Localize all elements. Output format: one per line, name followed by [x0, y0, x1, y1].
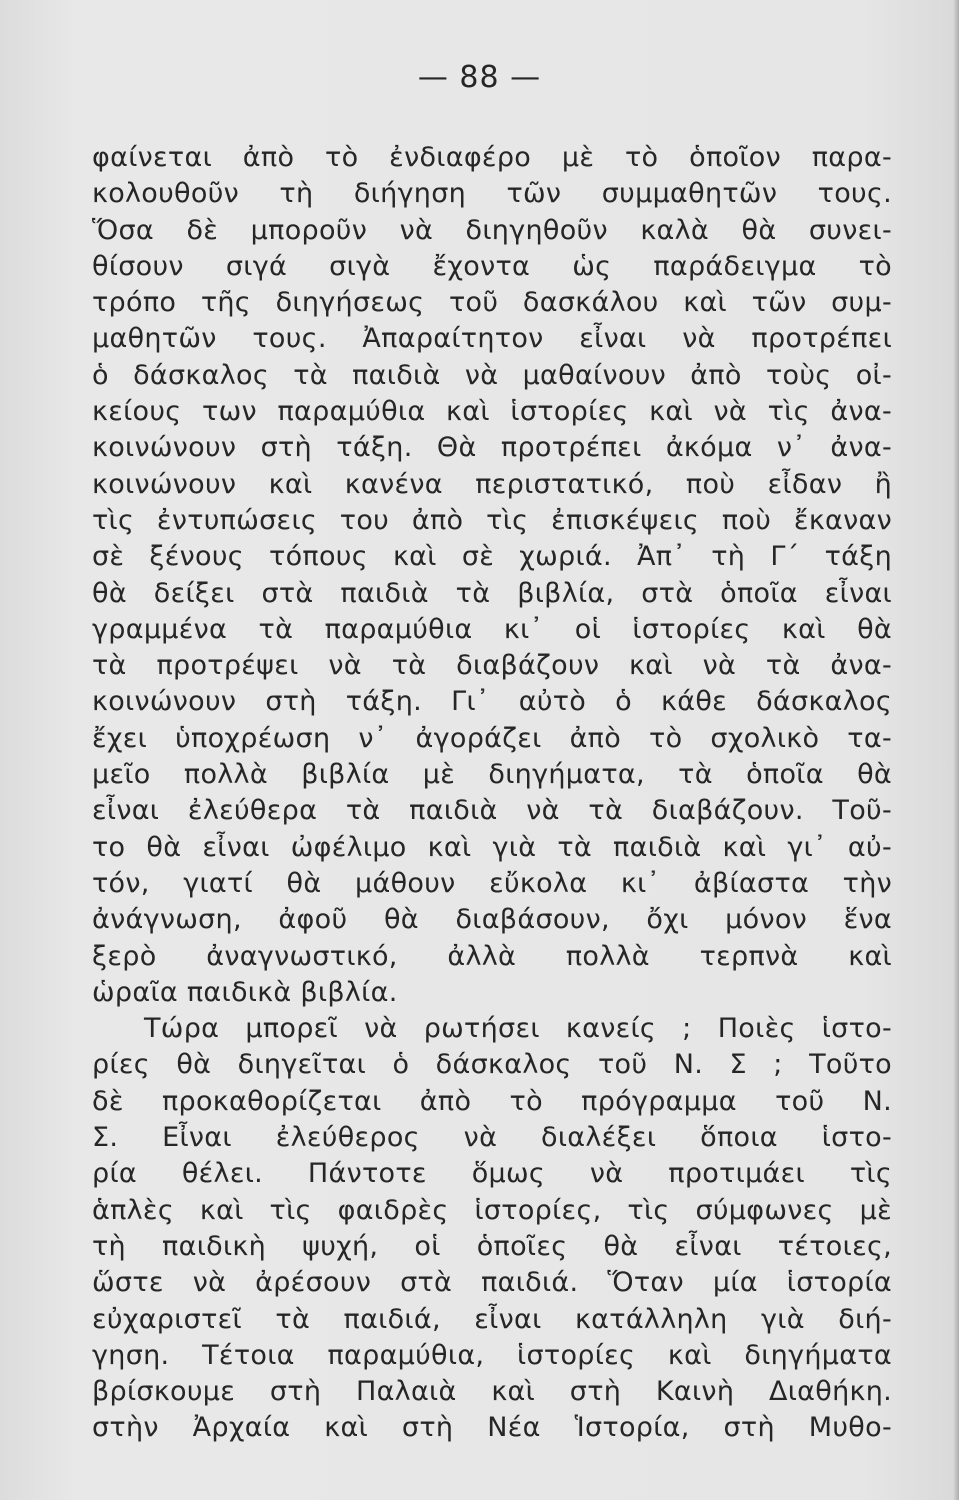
text-line: μαθητῶν τους. Ἀπαραίτητον εἶναι νὰ προτρέπει	[92, 323, 892, 355]
text-line: κοινώνουν στὴ τάξη. Θὰ προτρέπει ἀκόμα ν᾿ ἀνα-	[92, 432, 892, 464]
text-line: βρίσκουμε στὴ Παλαιὰ καὶ στὴ Καινὴ Διαθήκη.	[92, 1376, 892, 1408]
text-line: τὴ παιδικὴ ψυχή, οἱ ὁποῖες θὰ εἶναι τέτοιες,	[92, 1230, 892, 1262]
text-line: στὴν Ἀρχαία καὶ στὴ Νέα Ἱστορία, στὴ Μυθο-	[92, 1412, 892, 1444]
text-line: ρία θέλει. Πάντοτε ὅμως νὰ προτιμάει τὶς	[92, 1158, 892, 1190]
body-text	[92, 140, 892, 1447]
text-line: ἀνάγνωση, ἀφοῦ θὰ διαβάσουν, ὄχι μόνον ἕνα	[92, 904, 892, 936]
text-line: ὁ δάσκαλος τὰ παιδιὰ νὰ μαθαίνουν ἀπὸ τοὺς οἰ-	[92, 359, 892, 391]
page-edge-shadow	[953, 0, 959, 1500]
text-line: μεῖο πολλὰ βιβλία μὲ διηγήματα, τὰ ὁποῖα θὰ	[92, 759, 892, 791]
text-line: γραμμένα τὰ παραμύθια κι᾿ οἱ ἱστορίες καὶ θὰ	[92, 613, 892, 645]
text-line: κοινώνουν καὶ κανένα περιστατικό, ποὺ εἶδαν ἢ	[92, 468, 892, 500]
text-line: Ὅσα δὲ μποροῦν νὰ διηγηθοῦν καλὰ θὰ συνει-	[92, 214, 892, 246]
text-line: εὐχαριστεῖ τὰ παιδιά, εἶναι κατάλληλη γιὰ διή-	[92, 1303, 892, 1335]
text-line: Τώρα μπορεῖ νὰ ρωτήσει κανείς ; Ποιὲς ἱστο-	[144, 1013, 892, 1045]
text-line: τὶς ἐντυπώσεις του ἀπὸ τὶς ἐπισκέψεις ποὺ ἔκαναν	[92, 504, 892, 536]
text-line: ὡραῖα παιδικὰ βιβλία.	[92, 976, 398, 1008]
text-line: ὥστε νὰ ἀρέσουν στὰ παιδιά. Ὅταν μία ἱστορία	[92, 1267, 892, 1299]
text-line: κοινώνουν στὴ τάξη. Γι᾿ αὐτὸ ὁ κάθε δάσκαλος	[92, 686, 892, 718]
text-line: ρίες θὰ διηγεῖται ὁ δάσκαλος τοῦ Ν. Σ ; Τοῦτο	[92, 1049, 892, 1081]
text-line: ξερὸ ἀναγνωστικό, ἀλλὰ πολλὰ τερπνὰ καὶ	[92, 940, 892, 972]
text-line: γηση. Τέτοια παραμύθια, ἱστορίες καὶ διηγήματα	[92, 1339, 892, 1371]
text-line: ἁπλὲς καὶ τὶς φαιδρὲς ἱστορίες, τὶς σύμφωνες μὲ	[92, 1194, 892, 1226]
text-line: Σ. Εἶναι ἐλεύθερος νὰ διαλέξει ὅποια ἱστο-	[92, 1122, 892, 1154]
text-line: κείους των παραμύθια καὶ ἱστορίες καὶ νὰ τὶς ἀνα-	[92, 396, 892, 428]
text-line: το θὰ εἶναι ὠφέλιμο καὶ γιὰ τὰ παιδιὰ καὶ γι᾿ αὐ-	[92, 831, 892, 863]
text-line: θὰ δείξει στὰ παιδιὰ τὰ βιβλία, στὰ ὁποῖα εἶναι	[92, 577, 892, 609]
text-line: σὲ ξένους τόπους καὶ σὲ χωριά. Ἀπ᾿ τὴ Γ΄ τάξη	[92, 541, 892, 573]
text-line: δὲ προκαθορίζεται ἀπὸ τὸ πρόγραμμα τοῦ Ν.	[92, 1085, 892, 1117]
text-line: τρόπο τῆς διηγήσεως τοῦ δασκάλου καὶ τῶν συμ-	[92, 287, 892, 319]
text-line: φαίνεται ἀπὸ τὸ ἐνδιαφέρο μὲ τὸ ὁποῖον παρα-	[92, 142, 892, 173]
page-number: — 88 —	[417, 60, 542, 95]
text-line: τόν, γιατί θὰ μάθουν εὔκολα κι᾿ ἀβίαστα τὴν	[92, 867, 892, 899]
text-line: εἶναι ἐλεύθερα τὰ παιδιὰ νὰ τὰ διαβάζουν. Τοῦ-	[92, 795, 892, 827]
text-line: κολουθοῦν τὴ διήγηση τῶν συμμαθητῶν τους.	[92, 178, 892, 210]
text-line: τὰ προτρέψει νὰ τὰ διαβάζουν καὶ νὰ τὰ ἀνα-	[92, 650, 892, 682]
text-line: ἔχει ὑποχρέωση ν᾿ ἀγοράζει ἀπὸ τὸ σχολικὸ τα-	[92, 722, 892, 754]
text-line: θίσουν σιγά σιγὰ ἔχοντα ὡς παράδειγμα τὸ	[92, 250, 892, 282]
